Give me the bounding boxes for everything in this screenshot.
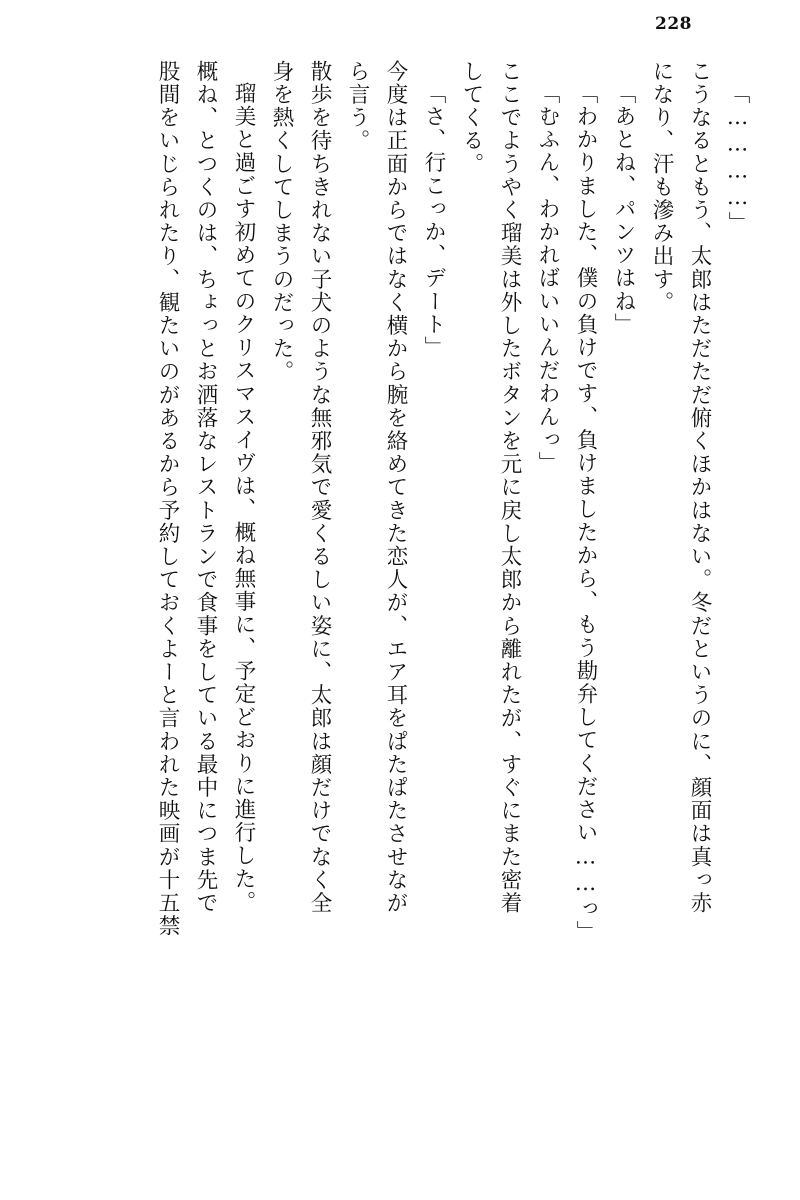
- text-line: になり、汗も滲み出す。: [649, 60, 674, 315]
- text-line: ら言う。: [345, 60, 370, 153]
- text-line: 瑠美と過ごす初めてのクリスマスイヴは、概ね無事に、予定どおりに進行した。: [231, 82, 256, 914]
- text-line: 「さ、行こっか、デート」: [421, 82, 446, 360]
- vertical-text-body: [52, 60, 748, 1160]
- text-line: 「…………」: [725, 82, 750, 235]
- page-number: 228: [655, 14, 692, 34]
- text-line: 散歩を待ちきれない子犬のような無邪気で愛くるしい姿に、太郎は顔だけでなく全: [307, 60, 332, 915]
- text-line: 「むふん、わかればいいんだわんっ」: [535, 82, 560, 475]
- text-line: 概ね、とつくのは、ちょっとお洒落なレストランで食事をしている最中につま先で: [193, 60, 218, 915]
- text-line: 今度は正面からではなく横から腕を絡めてきた恋人が、エア耳をぱたぱたさせなが: [383, 60, 408, 915]
- text-line: してくる。: [459, 60, 484, 176]
- text-line: 「あとね、パンツはね」: [611, 82, 636, 337]
- text-line: 股間をいじられたり、観たいのがあるから予約しておくよーと言われた映画が十五禁: [155, 60, 180, 938]
- text-line: 身を熱くしてしまうのだった。: [269, 60, 294, 384]
- text-line: こうなるともう、太郎はただただ俯くほかはない。冬だというのに、顔面は真っ赤: [687, 60, 712, 915]
- text-line: 「わかりました、僕の負けです、負けましたから、もう勘弁してください……っ」: [573, 82, 598, 944]
- text-line: ここでようやく瑠美は外したボタンを元に戻し太郎から離れたが、すぐにまた密着: [497, 60, 522, 915]
